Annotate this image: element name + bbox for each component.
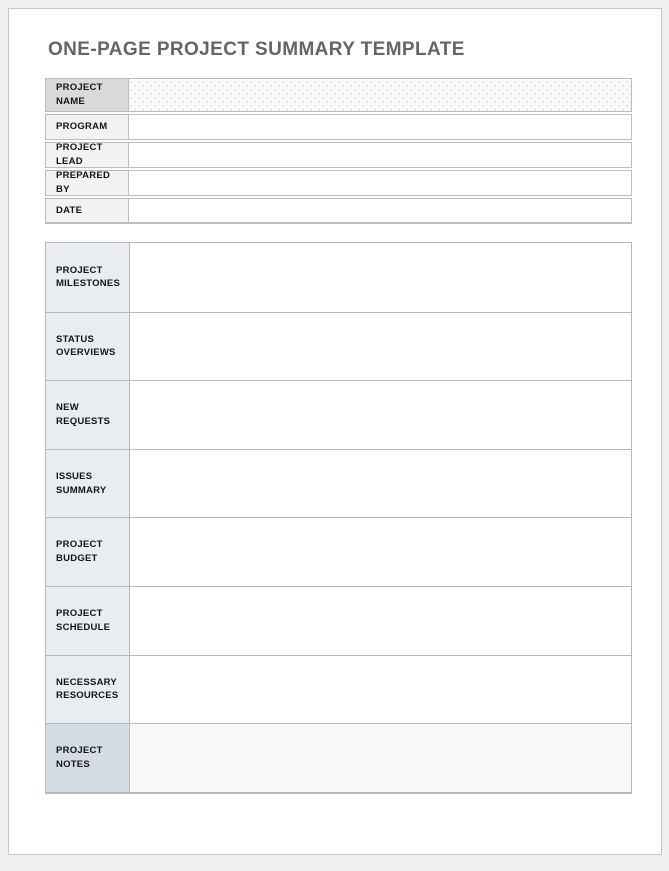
table-row	[45, 170, 632, 196]
table-row	[46, 380, 631, 449]
row-label: PROJECT SCHEDULE	[56, 608, 111, 633]
row-label: STATUS OVERVIEWS	[56, 333, 116, 359]
program-field[interactable]	[129, 114, 632, 140]
table-row	[46, 312, 631, 381]
table-row	[45, 142, 632, 168]
project-name-field[interactable]	[129, 78, 632, 112]
table-row	[46, 243, 631, 312]
row-label: PROJECT NAME	[56, 82, 103, 107]
row-label: NEW REQUESTS	[56, 402, 111, 427]
project-milestones-field[interactable]	[130, 243, 631, 312]
table-row	[45, 78, 632, 112]
row-label-cell	[45, 198, 129, 224]
table-row	[46, 517, 631, 586]
table-row	[46, 655, 631, 724]
status-overviews-field[interactable]	[130, 313, 631, 381]
row-label: PROJECT MILESTONES	[56, 264, 121, 290]
row-label-cell	[45, 142, 129, 168]
row-label-cell	[46, 243, 130, 312]
project-info-table	[45, 78, 632, 224]
page-title: ONE-PAGE PROJECT SUMMARY TEMPLATE	[48, 39, 465, 60]
row-label-cell	[46, 381, 130, 449]
row-label: PROJECT LEAD	[56, 142, 103, 167]
row-label: NECESSARY RESOURCES	[56, 676, 119, 702]
table-row	[46, 449, 631, 518]
row-label-cell	[45, 78, 129, 112]
row-label-cell	[45, 114, 129, 140]
row-label-cell	[46, 450, 130, 518]
project-summary-table	[45, 242, 632, 794]
row-label-cell	[46, 518, 130, 586]
project-budget-field[interactable]	[130, 518, 631, 586]
row-label-cell	[46, 724, 130, 792]
table-row	[45, 114, 632, 140]
issues-summary-field[interactable]	[130, 450, 631, 518]
row-label-cell	[46, 587, 130, 655]
row-label: PROGRAM	[56, 121, 108, 133]
table-row	[46, 723, 631, 792]
project-schedule-field[interactable]	[130, 587, 631, 655]
prepared-by-field[interactable]	[129, 170, 632, 196]
project-lead-field[interactable]	[129, 142, 632, 168]
necessary-resources-field[interactable]	[130, 656, 631, 724]
table-row	[46, 586, 631, 655]
project-notes-field[interactable]	[130, 724, 631, 792]
row-label: PROJECT NOTES	[56, 745, 103, 770]
row-label: DATE	[56, 204, 83, 216]
new-requests-field[interactable]	[130, 381, 631, 449]
row-label-cell	[46, 656, 130, 724]
row-label: ISSUES SUMMARY	[56, 470, 107, 496]
row-label: PROJECT BUDGET	[56, 539, 103, 565]
table-row	[45, 198, 632, 224]
date-field[interactable]	[129, 198, 632, 224]
row-label-cell	[46, 313, 130, 381]
document-page	[8, 8, 662, 855]
row-label-cell	[45, 170, 129, 196]
row-label: PREPARED BY	[56, 170, 111, 195]
